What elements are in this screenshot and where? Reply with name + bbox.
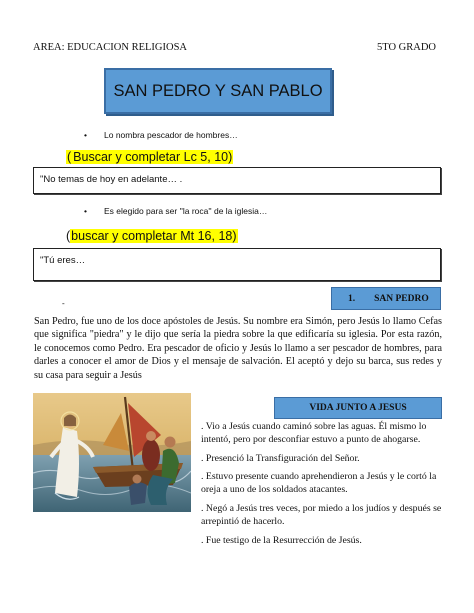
bullet-item bbox=[84, 130, 384, 142]
bullet-text: Lo nombra pescador de hombres… bbox=[104, 130, 238, 140]
san-pedro-paragraph: San Pedro, fue uno de los doce apóstoles de Jesús. Su nombre era Simón, pero Jesús lo llamo Cefas que significa "piedra" y le dijo que sería la piedra sobre la que edificaría su iglesia. Por esta razón, le conocemos como Pedro. Era pescador de oficio y Jesús lo llamo a ser pescador de hombres, para darles a conocer el amor de Dios y el mensaje de salvación. El aceptó y dejo su barca, sus redes y su casa para seguir a Jesús bbox=[34, 316, 442, 381]
prompt-line bbox=[66, 227, 238, 245]
subject-area-label: AREA: EDUCACION RELIGIOSA bbox=[33, 42, 187, 53]
bullet-text: Es elegido para ser ''la roca'' de la iglesia… bbox=[104, 206, 268, 216]
fact-item: . Estuvo presente cuando aprehendieron a Jesús y le cortó la oreja a uno de los soldados atacantes. bbox=[201, 471, 437, 496]
fact-item: . Negó a Jesús tres veces, por miedo a los judíos y después se arrepintió de hacerlo. bbox=[201, 502, 442, 527]
section-number: 1. bbox=[348, 293, 356, 304]
stray-mark: - bbox=[62, 299, 65, 308]
bullet-item bbox=[84, 206, 384, 218]
vida-facts-list bbox=[201, 421, 445, 553]
fact-item: . Vio a Jesús cuando caminó sobre las aguas. Él mismo lo intentó, pero por desconfiar estuvo a punto de ahogarse. bbox=[201, 421, 427, 445]
prompt-text: buscar y completar Mt 16, 18) bbox=[71, 229, 237, 243]
answer-box bbox=[33, 248, 441, 281]
section-header-san-pedro bbox=[331, 287, 441, 310]
bullet-dot-icon: • bbox=[84, 130, 87, 140]
grade-label: 5TO GRADO bbox=[377, 42, 437, 53]
fact-item: . Presenció la Transfiguración del Señor. bbox=[201, 452, 360, 464]
section-label: VIDA JUNTO A JESUS bbox=[309, 403, 407, 413]
bullet-dot-icon: • bbox=[84, 206, 87, 216]
prompt-open-paren: ( bbox=[66, 229, 71, 243]
answer-text: "No temas de hoy en adelante… . bbox=[40, 174, 183, 185]
prompt-open-paren: ( bbox=[67, 150, 72, 164]
jesus-calls-peter-image bbox=[33, 393, 191, 512]
fact-item: . Fue testigo de la Resurrección de Jesús. bbox=[201, 534, 362, 546]
answer-text: "Tú eres… bbox=[40, 255, 86, 266]
section-header-vida bbox=[274, 397, 442, 419]
prompt-text: Buscar y completar Lc 5, 10) bbox=[73, 150, 233, 164]
page-title: SAN PEDRO Y SAN PABLO bbox=[113, 81, 323, 100]
section-label: SAN PEDRO bbox=[374, 293, 429, 304]
answer-box bbox=[33, 167, 441, 194]
prompt-line bbox=[66, 148, 233, 166]
page-title-box bbox=[104, 68, 332, 114]
